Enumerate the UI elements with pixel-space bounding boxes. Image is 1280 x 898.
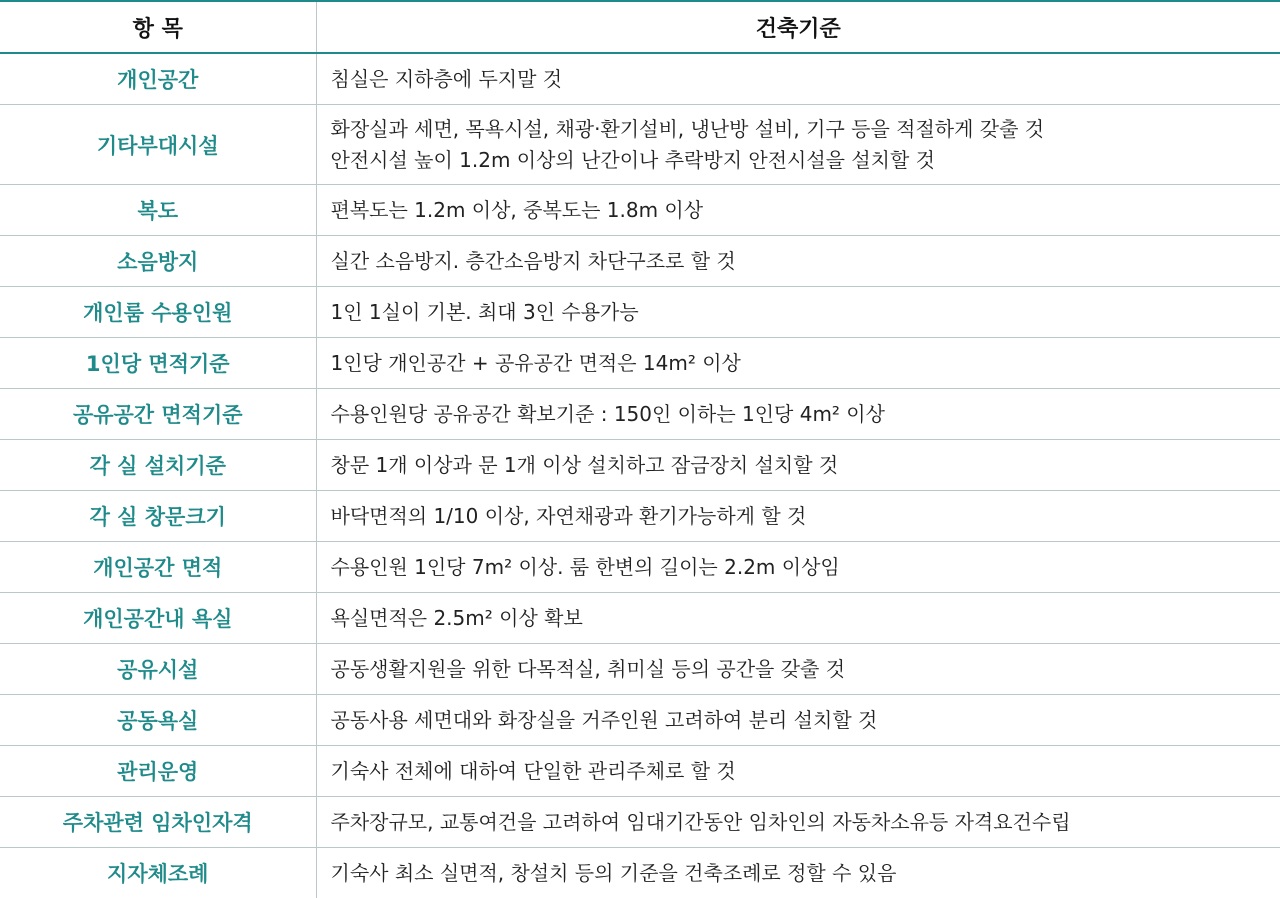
criteria-text: 1인당 개인공간 + 공유공간 면적은 14m² 이상 — [331, 348, 1280, 379]
header-row — [0, 1, 1280, 53]
row-criteria — [316, 593, 1280, 644]
table-row — [0, 797, 1280, 848]
row-criteria — [316, 53, 1280, 105]
row-item-label: 개인공간 면적 — [0, 542, 316, 593]
table-row — [0, 105, 1280, 185]
row-criteria — [316, 797, 1280, 848]
row-criteria — [316, 440, 1280, 491]
row-criteria — [316, 746, 1280, 797]
criteria-text: 실간 소음방지. 층간소음방지 차단구조로 할 것 — [331, 246, 1280, 277]
criteria-text: 침실은 지하층에 두지말 것 — [331, 64, 1280, 95]
criteria-text: 주차장규모, 교통여건을 고려하여 임대기간동안 임차인의 자동차소유등 자격요건수립 — [331, 807, 1280, 838]
criteria-text: 기숙사 최소 실면적, 창설치 등의 기준을 건축조례로 정할 수 있음 — [331, 858, 1280, 889]
row-item-label: 개인공간내 욕실 — [0, 593, 316, 644]
row-criteria — [316, 105, 1280, 185]
criteria-text: 편복도는 1.2m 이상, 중복도는 1.8m 이상 — [331, 195, 1280, 226]
table-row — [0, 593, 1280, 644]
table-row — [0, 287, 1280, 338]
criteria-text: 창문 1개 이상과 문 1개 이상 설치하고 잠금장치 설치할 것 — [331, 450, 1280, 481]
criteria-text: 욕실면적은 2.5m² 이상 확보 — [331, 603, 1280, 634]
row-criteria — [316, 491, 1280, 542]
table-row — [0, 236, 1280, 287]
row-item-label: 공동욕실 — [0, 695, 316, 746]
table-row — [0, 53, 1280, 105]
row-item-label: 개인공간 — [0, 53, 316, 105]
table-body — [0, 53, 1280, 898]
row-item-label: 기타부대시설 — [0, 105, 316, 185]
criteria-text: 1인 1실이 기본. 최대 3인 수용가능 — [331, 297, 1280, 328]
row-item-label: 복도 — [0, 185, 316, 236]
criteria-text: 화장실과 세면, 목욕시설, 채광·환기설비, 냉난방 설비, 기구 등을 적절하게 갖출 것 — [331, 114, 1280, 145]
row-item-label: 주차관련 임차인자격 — [0, 797, 316, 848]
row-item-label: 관리운영 — [0, 746, 316, 797]
table-header — [0, 1, 1280, 53]
row-item-label: 지자체조례 — [0, 848, 316, 898]
row-item-label: 공유시설 — [0, 644, 316, 695]
row-item-label: 각 실 창문크기 — [0, 491, 316, 542]
criteria-text: 기숙사 전체에 대하여 단일한 관리주체로 할 것 — [331, 756, 1280, 787]
row-criteria — [316, 695, 1280, 746]
criteria-text: 바닥면적의 1/10 이상, 자연채광과 환기가능하게 할 것 — [331, 501, 1280, 532]
row-criteria — [316, 389, 1280, 440]
table-row — [0, 185, 1280, 236]
table-row — [0, 491, 1280, 542]
row-criteria — [316, 185, 1280, 236]
row-criteria — [316, 338, 1280, 389]
row-item-label: 1인당 면적기준 — [0, 338, 316, 389]
criteria-text: 공동사용 세면대와 화장실을 거주인원 고려하여 분리 설치할 것 — [331, 705, 1280, 736]
row-item-label: 개인룸 수용인원 — [0, 287, 316, 338]
table-row — [0, 746, 1280, 797]
row-criteria — [316, 542, 1280, 593]
table-row — [0, 440, 1280, 491]
table-row — [0, 848, 1280, 898]
row-criteria — [316, 287, 1280, 338]
header-item: 항 목 — [0, 1, 316, 53]
table-row — [0, 389, 1280, 440]
row-criteria — [316, 236, 1280, 287]
header-criteria: 건축기준 — [316, 1, 1280, 53]
table-row — [0, 338, 1280, 389]
table-row — [0, 542, 1280, 593]
table-row — [0, 695, 1280, 746]
criteria-text: 수용인원 1인당 7m² 이상. 룸 한변의 길이는 2.2m 이상임 — [331, 552, 1280, 583]
row-item-label: 소음방지 — [0, 236, 316, 287]
criteria-text: 수용인원당 공유공간 확보기준 : 150인 이하는 1인당 4m² 이상 — [331, 399, 1280, 430]
criteria-text: 안전시설 높이 1.2m 이상의 난간이나 추락방지 안전시설을 설치할 것 — [331, 145, 1280, 176]
row-item-label: 공유공간 면적기준 — [0, 389, 316, 440]
row-criteria — [316, 644, 1280, 695]
criteria-text: 공동생활지원을 위한 다목적실, 취미실 등의 공간을 갖출 것 — [331, 654, 1280, 685]
table-row — [0, 644, 1280, 695]
row-criteria — [316, 848, 1280, 898]
row-item-label: 각 실 설치기준 — [0, 440, 316, 491]
